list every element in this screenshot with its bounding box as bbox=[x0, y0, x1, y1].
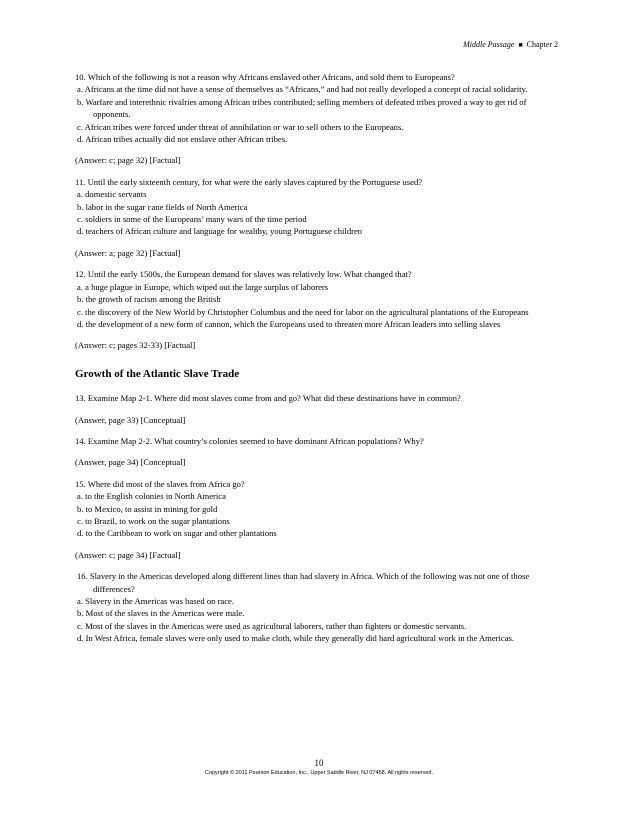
answer-key: (Answer: c; page 32) [Factual] bbox=[75, 155, 181, 166]
question-12 bbox=[75, 268, 565, 351]
option-a: a. domestic servants bbox=[77, 189, 147, 200]
question-stem: 13. Examine Map 2-1. Where did most slaves come from and go? What did these destinations have in common? bbox=[75, 393, 461, 404]
question-stem: 14. Examine Map 2-2. What country’s colonies seemed to have dominant African populations? Why? bbox=[75, 435, 424, 446]
answer-key: (Answer: c; pages 32-33) [Factual] bbox=[75, 340, 196, 351]
question-stem: 11. Until the early sixteenth century, for what were the early slaves captured by the Portuguese used? bbox=[75, 176, 423, 187]
option-a: a. to the English colonies in North America bbox=[77, 491, 226, 502]
option-d: d. In West Africa, female slaves were only used to make cloth, while they generally did hard agricultural work in the Americas. bbox=[77, 633, 515, 644]
option-a: a. Africans at the time did not have a sense of themselves as “Africans,” and had not really developed a concept of racial solidarity. bbox=[77, 84, 528, 95]
question-13 bbox=[75, 392, 565, 426]
question-14 bbox=[75, 435, 565, 469]
option-a: a. a huge plague in Europe, which wiped out the large surplus of laborers bbox=[77, 281, 329, 292]
option-b: b. labor in the sugar cane fields of North America bbox=[77, 201, 248, 212]
page-content bbox=[75, 71, 565, 645]
option-b: b. the growth of racism among the British bbox=[77, 294, 221, 305]
header-separator: ■ bbox=[518, 41, 523, 49]
option-d: d. to the Caribbean to work on sugar and other plantations bbox=[77, 528, 277, 539]
section-heading: Growth of the Atlantic Slave Trade bbox=[75, 367, 240, 380]
option-c: c. to Brazil, to work on the sugar plantations bbox=[77, 515, 230, 526]
question-16 bbox=[75, 570, 565, 644]
answer-key: (Answer: c; page 34) [Factual] bbox=[75, 549, 181, 560]
answer-key: (Answer, page 33) [Conceptual] bbox=[75, 414, 186, 425]
option-c: c. African tribes were forced under threat of annihilation or war to sell others to the Europeans. bbox=[77, 121, 404, 132]
option-c: c. soldiers in some of the Europeans’ many wars of the time period bbox=[77, 214, 307, 225]
answer-key: (Answer: a; page 32) [Factual] bbox=[75, 247, 181, 258]
question-11 bbox=[75, 176, 565, 259]
running-header bbox=[463, 40, 558, 49]
page-number: 10 bbox=[314, 758, 324, 768]
question-stem: 15. Where did most of the slaves from Africa go? bbox=[75, 478, 245, 489]
copyright-notice: Copyright © 2011 Pearson Education, Inc., Upper Saddle River, NJ 07458. All rights reserved. bbox=[204, 770, 434, 776]
question-15 bbox=[75, 478, 565, 561]
option-a: a. Slavery in the Americas was based on race. bbox=[77, 596, 235, 606]
question-stem: 12. Until the early 1500s, the European demand for slaves was relatively low. What changed that? bbox=[75, 269, 412, 280]
option-b: b. to Mexico, to assist in mining for gold bbox=[77, 503, 218, 514]
answer-key: (Answer, page 34) [Conceptual] bbox=[75, 457, 186, 468]
header-chapter: Chapter 2 bbox=[526, 40, 558, 49]
question-stem: 16. Slavery in the Americas developed along different lines than had slavery in Africa. Which of the following was not one of those differences? bbox=[77, 571, 530, 594]
option-c: c. Most of the slaves in the Americas were used as agricultural laborers, rather than fighters or domestic servants. bbox=[77, 620, 467, 631]
option-b: b. Warfare and interethnic rivalries among African tribes contributed; selling members of defeated tribes proved a way to get rid of opponents. bbox=[77, 96, 527, 120]
option-b: b. Most of the slaves in the Americas were male. bbox=[77, 608, 245, 619]
option-d: d. African tribes actually did not enslave other African tribes. bbox=[77, 134, 288, 145]
question-10 bbox=[75, 71, 565, 167]
option-d: d. teachers of African culture and language for wealthy, young Portuguese children bbox=[77, 226, 363, 237]
header-title: Middle Passage bbox=[463, 40, 515, 49]
option-d: d. the development of a new form of cannon, which the Europeans used to threaten more African leaders into selling slaves bbox=[77, 318, 501, 329]
option-c: c. the discovery of the New World by Christopher Columbus and the need for labor on the agricultural plantations of the Europeans bbox=[77, 306, 529, 317]
question-stem: 10. Which of the following is not a reason why Africans enslaved other Africans, and sold them to Europeans? bbox=[75, 72, 455, 82]
